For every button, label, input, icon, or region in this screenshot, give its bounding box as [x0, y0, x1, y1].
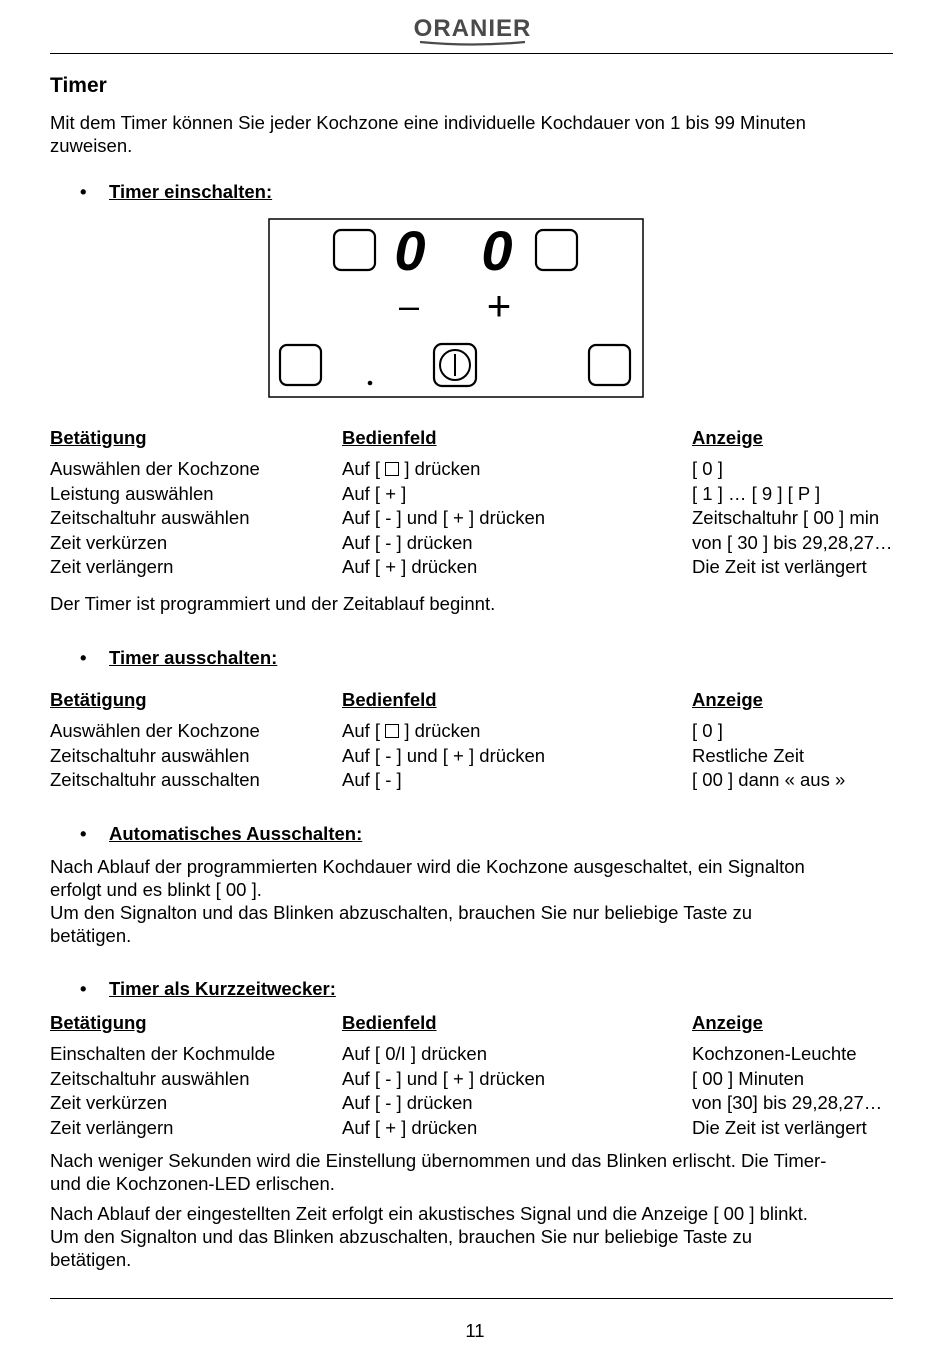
short-timer-note-2: Nach Ablauf der eingestellten Zeit erfolgt ein akustisches Signal und die Anzeige [ 00 ] blinkt. Um den Signalton und das Blinken abzuschalten, brauchen Sie nur beliebige Taste zu betätigen. [50, 1203, 808, 1270]
header-rule [50, 53, 893, 54]
table-row: Leistung auswählen Auf [ + ] [ 1 ] … [ 9 ] [ P ] [50, 482, 821, 504]
table-header-row: Betätigung Bedienfeld Anzeige [50, 427, 763, 448]
table-timer-on [50, 427, 930, 581]
auto-off-paragraph: Nach Ablauf der programmierten Kochdauer wird die Kochzone ausgeschaltet, ein Signalton erfolgt und es blinkt [ 00 ]. Um den Signalton und das Blinken abzuschalten, brauchen Sie nur beliebige Taste zu betätigen. [50, 856, 805, 946]
page-number: 11 [465, 1320, 485, 1341]
footer-rule [50, 1298, 893, 1299]
intro-paragraph: Mit dem Timer können Sie jeder Kochzone eine individuelle Kochdauer von 1 bis 99 Minuten zuweisen. [50, 112, 806, 156]
table-header-row: Betätigung Bedienfeld Anzeige [50, 1012, 763, 1033]
square-button-icon [385, 724, 399, 738]
table-row: Zeitschaltuhr auswählen Auf [ - ] und [ + ] drücken Zeitschaltuhr [ 00 ] min [50, 507, 880, 528]
table-row: Zeit verkürzen Auf [ - ] drücken von [30] bis 29,28,27… [50, 1092, 883, 1113]
table-row: Zeitschaltuhr auswählen Auf [ - ] und [ + ] drücken [ 00 ] Minuten [50, 1067, 805, 1089]
digit-right: 0 [481, 219, 513, 282]
square-button-icon [385, 462, 399, 476]
control-panel-figure [268, 218, 644, 398]
table-header-row: Betätigung Bedienfeld Anzeige [50, 689, 763, 710]
table-short-timer [50, 1012, 930, 1141]
decimal-dot [368, 381, 373, 386]
table-row: Auswählen der Kochzone Auf [ ] drücken [ 0 ] [50, 458, 723, 479]
table-row: Zeit verkürzen Auf [ - ] drücken von [ 30 ] bis 29,28,27… [50, 531, 893, 553]
logo-text: ORANIER [413, 15, 532, 42]
table-row: Einschalten der Kochmulde Auf [ 0/I ] drücken Kochzonen-Leuchte [50, 1043, 857, 1064]
plus-symbol: + [486, 282, 512, 329]
timer-on-note: Der Timer ist programmiert und der Zeitablauf beginnt. [50, 593, 496, 614]
table-row: Zeitschaltuhr auswählen Auf [ - ] und [ + ] drücken Restliche Zeit [50, 744, 805, 766]
short-timer-note-1: Nach weniger Sekunden wird die Einstellung übernommen und das Blinken erlischt. Die Timer- und die Kochzonen-LED erlischen. [50, 1150, 827, 1194]
oranier-logo [380, 14, 565, 46]
table-timer-off [50, 689, 930, 794]
table-row: Zeitschaltuhr ausschalten Auf [ - ] [ 00 ] dann « aus » [50, 769, 846, 790]
page-title: Timer [50, 74, 107, 97]
digit-left: 0 [394, 219, 426, 282]
table-row: Auswählen der Kochzone Auf [ ] drücken [ 0 ] [50, 720, 723, 741]
table-row: Zeit verlängern Auf [ + ] drücken Die Zeit ist verlängert [50, 1116, 867, 1138]
table-row: Zeit verlängern Auf [ + ] drücken Die Zeit ist verlängert [50, 556, 867, 577]
minus-symbol: – [398, 285, 420, 326]
